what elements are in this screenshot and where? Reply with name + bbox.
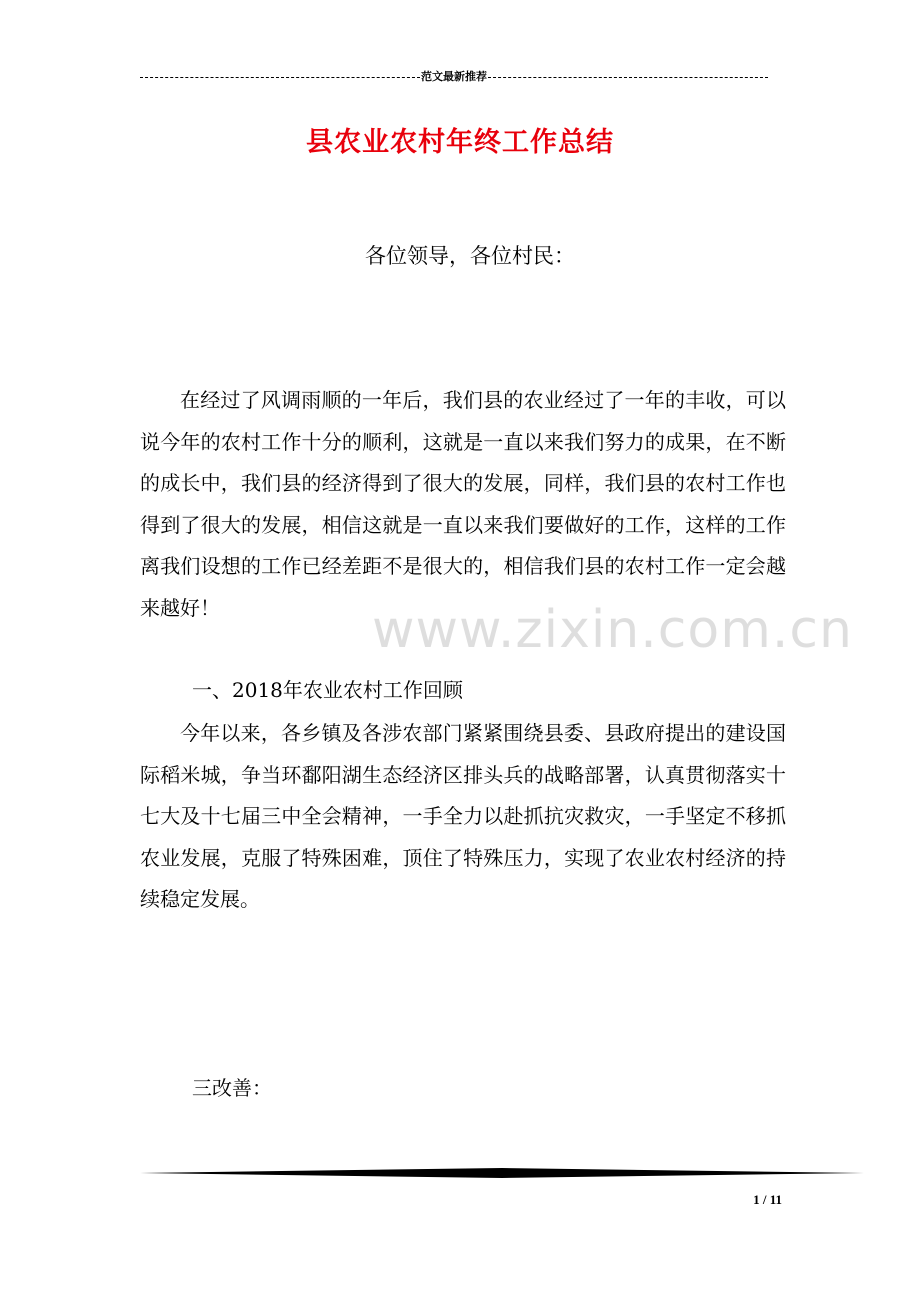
section-heading-review: 一、2018年农业农村工作回顾 (192, 678, 463, 702)
header-label: 范文最新推荐 (421, 70, 487, 83)
review-section (140, 713, 786, 921)
page-header (140, 70, 768, 84)
salutation: 各位领导，各位村民： (365, 244, 575, 268)
header-dashed-rule-left (140, 77, 420, 78)
intro-section (140, 380, 786, 629)
header-dashed-rule-right (488, 77, 768, 78)
review-paragraph: 今年以来，各乡镇及各涉农部门紧紧围绕县委、县政府提出的建设国际稻米城，争当环鄱阳湖生态经济区排头兵的战略部署，认真贯彻落实十七大及十七届三中全会精神，一手全力以赴抓抗灾救灾，一手坚定不移抓农业发展，克服了特殊困难，顶住了特殊压力，实现了农业农村经济的持续稳定发展。 (140, 721, 786, 911)
footer-rule (140, 1166, 864, 1180)
section-heading-improvement: 三改善： (192, 1076, 272, 1100)
intro-paragraph: 在经过了风调雨顺的一年后，我们县的农业经过了一年的丰收，可以说今年的农村工作十分的顺利，这就是一直以来我们努力的成果，在不断的成长中，我们县的经济得到了很大的发展，同样，我们县的农村工作也得到了很大的发展，相信这就是一直以来我们要做好的工作，这样的工作离我们设想的工作已经差距不是很大的，相信我们县的农村工作一定会越来越好！ (140, 388, 786, 620)
document-title: 县农业农村年终工作总结 (306, 127, 614, 158)
watermark-text: www.zixin.com.cn (372, 600, 853, 660)
page-number: 1 / 11 (753, 1192, 782, 1207)
